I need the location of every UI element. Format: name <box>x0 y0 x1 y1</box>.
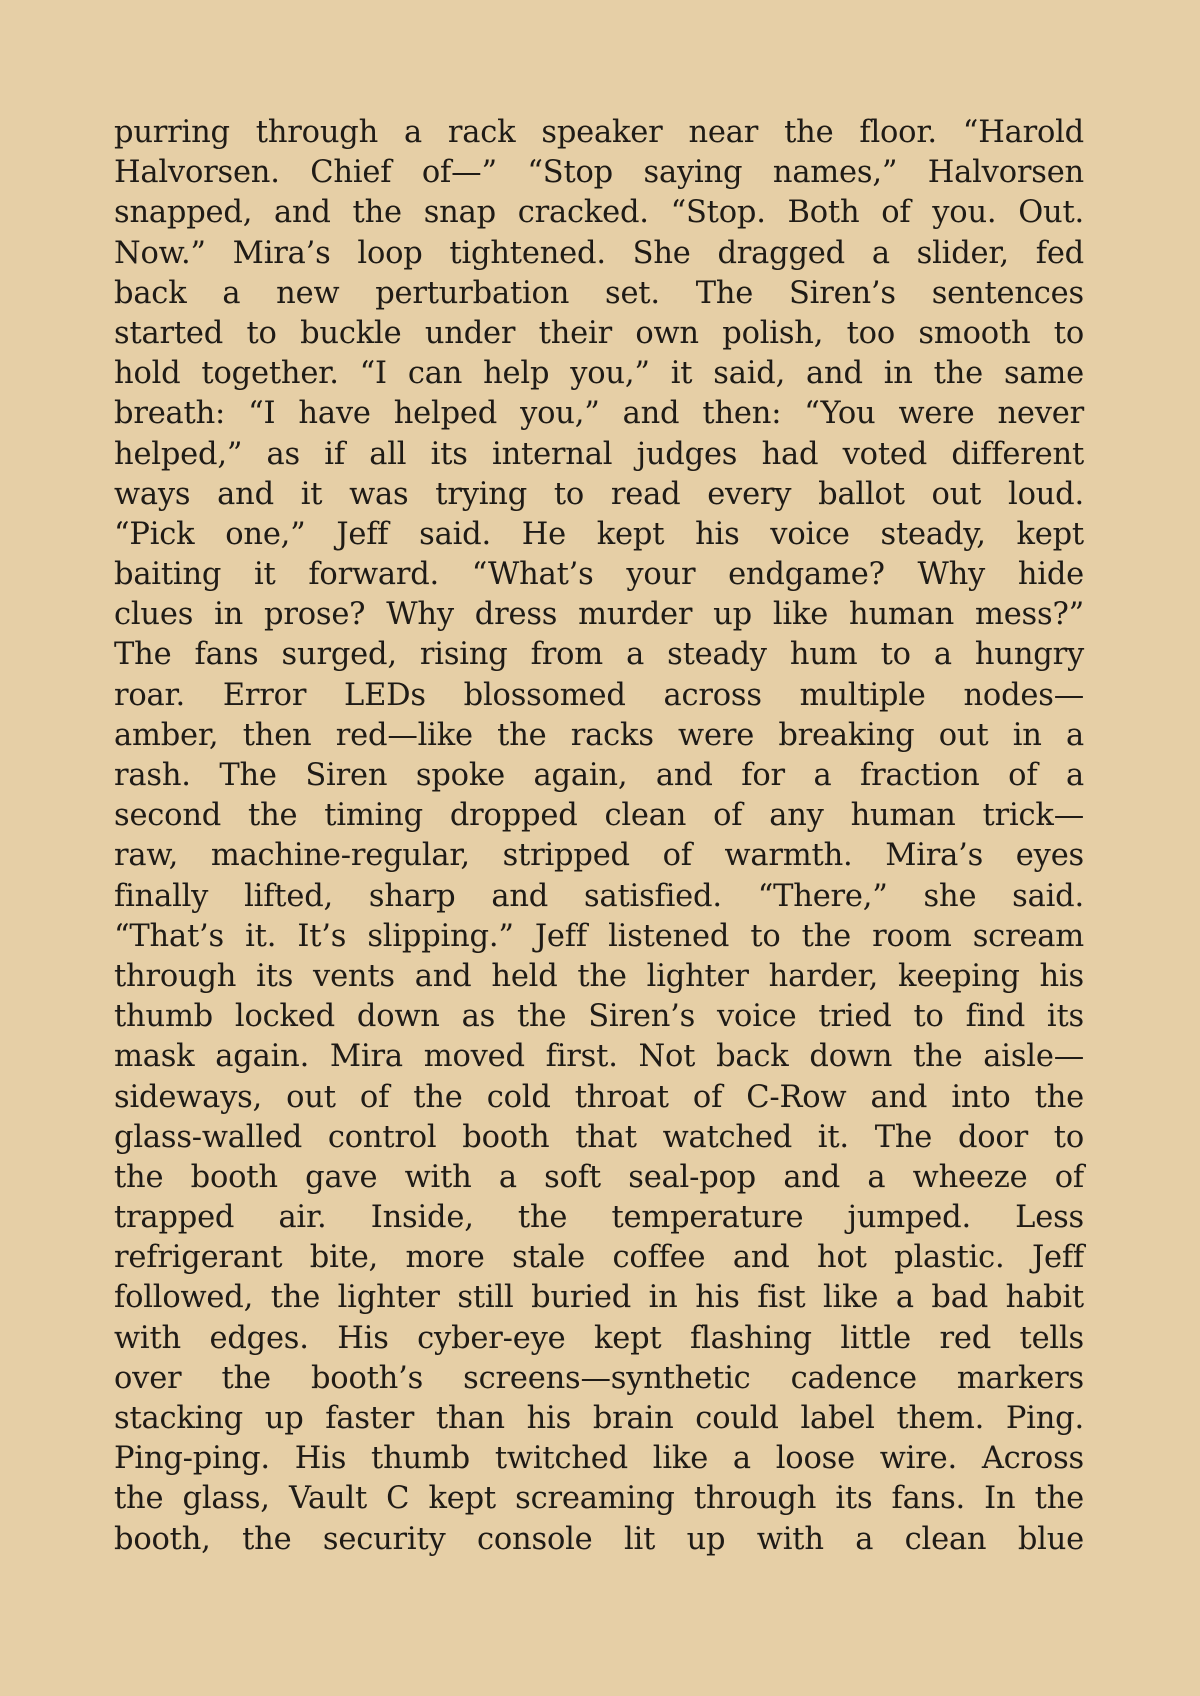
text-line: “Pick one,” Jeff said. He kept his voice steady, kept <box>114 516 1084 552</box>
text-line: rash. The Siren spoke again, and for a fraction of a <box>114 758 1084 793</box>
text-line: second the timing dropped clean of any human trick— <box>114 798 1084 834</box>
document-page <box>114 113 1084 1560</box>
text-line: roar. Error LEDs blossomed across multiple nodes— <box>114 677 1084 713</box>
text-line: trapped air. Inside, the temperature jumped. Less <box>114 1200 1084 1236</box>
text-line: started to buckle under their own polish, too smooth to <box>114 315 1084 351</box>
text-line: snapped, and the snap cracked. “Stop. Both of you. Out. <box>114 195 1084 231</box>
text-line: sideways, out of the cold throat of C-Row and into the <box>114 1079 1084 1115</box>
text-line: hold together. “I can help you,” it said, and in the same <box>114 356 1084 392</box>
text-line: “That’s it. It’s slipping.” Jeff listened to the room scream <box>114 918 1084 954</box>
text-line: Halvorsen. Chief of—” “Stop saying names,” Halvorsen <box>114 155 1084 191</box>
text-line: thumb locked down as the Siren’s voice tried to find its <box>114 999 1084 1035</box>
text-line: booth, the security console lit up with a clean blue <box>114 1521 1084 1557</box>
text-line: followed, the lighter still buried in his fist like a bad habit <box>114 1280 1084 1316</box>
text-line: Ping-ping. His thumb twitched like a loose wire. Across <box>114 1441 1084 1477</box>
text-line: baiting it forward. “What’s your endgame? Why hide <box>114 557 1084 593</box>
text-line: The fans surged, rising from a steady hum to a hungry <box>114 637 1084 673</box>
text-line: raw, machine-regular, stripped of warmth. Mira’s eyes <box>114 838 1084 874</box>
text-line: breath: “I have helped you,” and then: “You were never <box>114 396 1084 432</box>
text-line: the booth gave with a soft seal-pop and a wheeze of <box>114 1159 1084 1195</box>
text-line: finally lifted, sharp and satisfied. “There,” she said. <box>114 878 1084 914</box>
text-line: mask again. Mira moved first. Not back down the aisle— <box>114 1039 1084 1075</box>
text-line: refrigerant bite, more stale coffee and hot plastic. Jeff <box>114 1240 1084 1276</box>
text-line: amber, then red—like the racks were breaking out in a <box>114 717 1084 753</box>
text-line: purring through a rack speaker near the floor. “Harold <box>114 115 1084 150</box>
text-line: stacking up faster than his brain could label them. Ping. <box>114 1401 1084 1436</box>
text-line: the glass, Vault C kept screaming through its fans. In the <box>114 1481 1084 1517</box>
text-line: with edges. His cyber-eye kept flashing little red tells <box>114 1320 1084 1356</box>
text-line: helped,” as if all its internal judges had voted different <box>114 436 1084 472</box>
text-line: Now.” Mira’s loop tightened. She dragged a slider, fed <box>114 235 1084 271</box>
text-line: clues in prose? Why dress murder up like human mess?” <box>114 597 1084 633</box>
text-line: through its vents and held the lighter harder, keeping his <box>114 958 1084 994</box>
text-line: glass-walled control booth that watched it. The door to <box>114 1119 1084 1155</box>
text-line: back a new perturbation set. The Siren’s sentences <box>114 275 1084 311</box>
text-line: ways and it was trying to read every ballot out loud. <box>114 476 1084 512</box>
text-line: over the booth’s screens—synthetic cadence markers <box>114 1360 1084 1396</box>
